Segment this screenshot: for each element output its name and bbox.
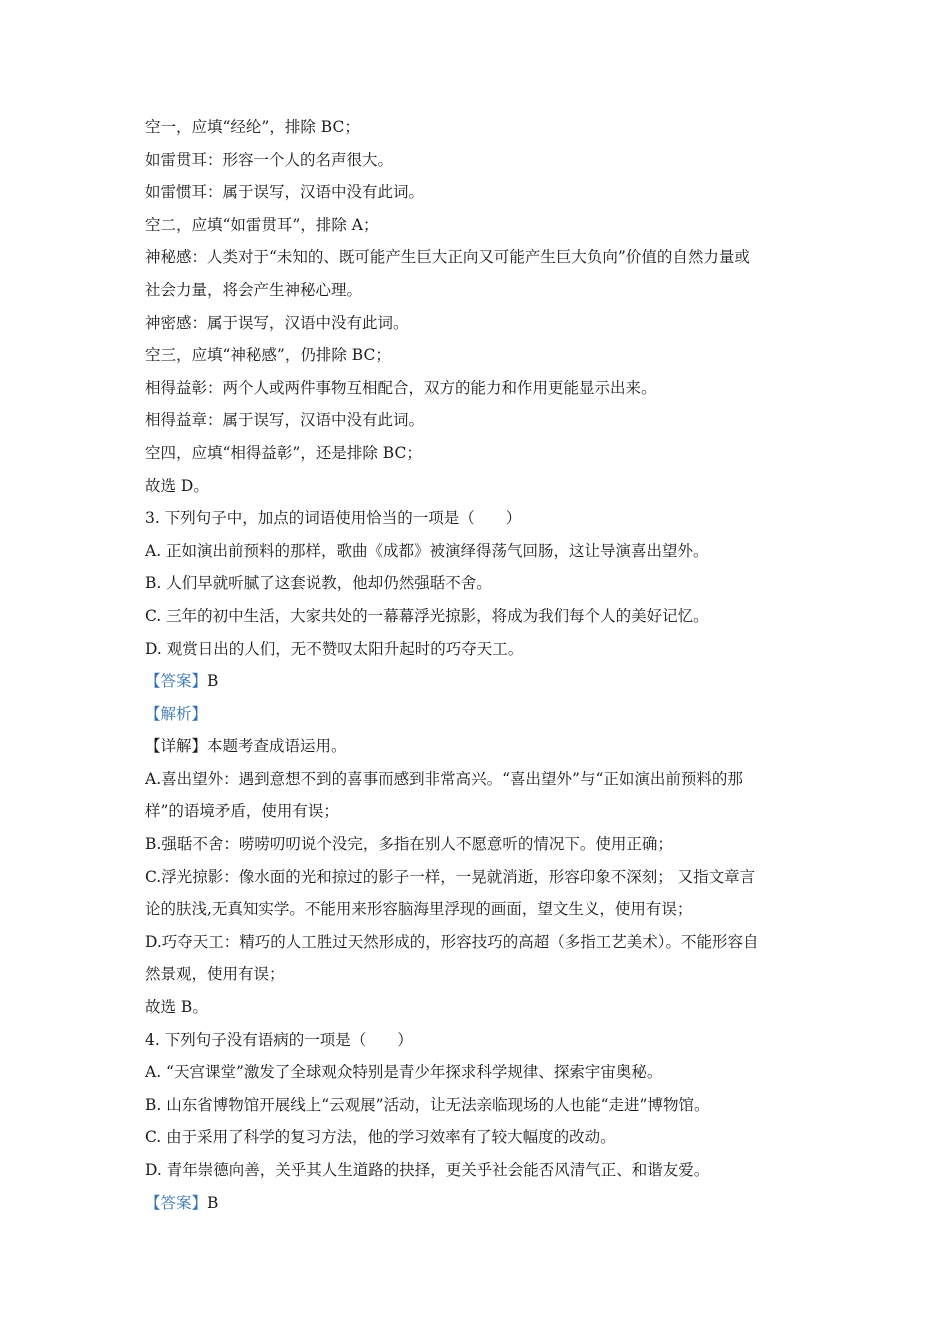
explain-line: 故选 B。 [145,998,208,1017]
text-line: 相得益彰：两个人或两件事物互相配合，双方的能力和作用更能显示出来。 [145,378,657,397]
document-page [145,111,815,1219]
answer-tag: 【答案】 [145,672,208,691]
text-line: 神秘感：人类对于“未知的、既可能产生巨大正向又可能产生巨大负向”价值的自然力量或 [145,248,750,267]
explain-line: 然景观，使用有误； [145,965,285,984]
question-3-option-c: C. 三年的初中生活，大家共处的一幕幕浮光掠影，将成为我们每个人的美好记忆。 [145,606,709,625]
explain-line: A.喜出望外：遇到意想不到的喜事而感到非常高兴。“喜出望外”与“正如演出前预料的那 [145,769,743,788]
text-line: 空三，应填“神秘感”，仍排除 BC； [145,346,391,365]
question-4-option-b: B. 山东省博物馆开展线上“云观展”活动，让无法亲临现场的人也能“走进”博物馆。 [145,1095,710,1114]
explain-line: D.巧夺天工：精巧的人工胜过天然形成的，形容技巧的高超（多指工艺美术）。不能形容自 [145,932,759,951]
question-3-option-a: A. 正如演出前预料的那样，歌曲《成都》被演绎得荡气回肠，这让导演喜出望外。 [145,541,709,560]
text-line: 如雷贯耳：形容一个人的名声很大。 [145,150,394,169]
explain-line: 论的肤浅,无真知实学。不能用来形容脑海里浮现的画面，望文生义，使用有误； [145,900,693,919]
detail-text: 本题考查成语运用。 [207,737,347,756]
question-3-option-d: D. 观赏日出的人们，无不赞叹太阳升起时的巧夺天工。 [145,639,524,658]
text-line: 空二，应填“如雷贯耳”，排除 A； [145,215,379,234]
text-line: 空四，应填“相得益彰”，还是排除 BC； [145,443,422,462]
question-4-option-c: C. 由于采用了科学的复习方法，他的学习效率有了较大幅度的改动。 [145,1128,616,1147]
question-3-analysis [145,698,815,731]
text-line: 故选 D。 [145,476,209,495]
question-3-stem: 3. 下列句子中，加点的词语使用恰当的一项是（ ） [145,509,522,528]
analysis-tag: 【解析】 [145,704,208,723]
question-4-option-a: A. “天宫课堂”激发了全球观众特别是青少年探求科学规律、探索宇宙奥秘。 [145,1063,663,1082]
text-line: 相得益章：属于误写，汉语中没有此词。 [145,411,425,430]
question-4-option-d: D. 青年崇德向善，关乎其人生道路的抉择，更关乎社会能否风清气正、和谐友爱。 [145,1161,710,1179]
answer-tag: 【答案】 [145,1193,208,1212]
question-3-option-b: B. 人们早就听腻了这套说教，他却仍然强聒不舍。 [145,574,492,593]
explain-line: C.浮光掠影：像水面的光和掠过的影子一样，一晃就消逝，形容印象不深刻； 又指文章言 [145,867,756,886]
detail-tag: 【详解】 [145,737,208,756]
text-line: 社会力量，将会产生神秘心理。 [145,280,363,299]
text-line: 神密感：属于误写，汉语中没有此词。 [145,313,409,332]
answer-value: B [207,1193,219,1212]
explain-line: B.强聒不舍：唠唠叨叨说个没完，多指在别人不愿意听的情况下。使用正确； [145,835,673,854]
text-line: 空一，应填“经纶”，排除 BC； [145,118,360,136]
answer-value: B [207,672,219,691]
text-line: 如雷惯耳：属于误写，汉语中没有此词。 [145,183,425,202]
question-3-detail [145,730,815,763]
question-4-stem: 4. 下列句子没有语病的一项是（ ） [145,1030,413,1049]
question-4-answer [145,1187,815,1220]
explain-line: 样”的语境矛盾，使用有误； [145,802,339,821]
question-3-answer [145,665,815,698]
